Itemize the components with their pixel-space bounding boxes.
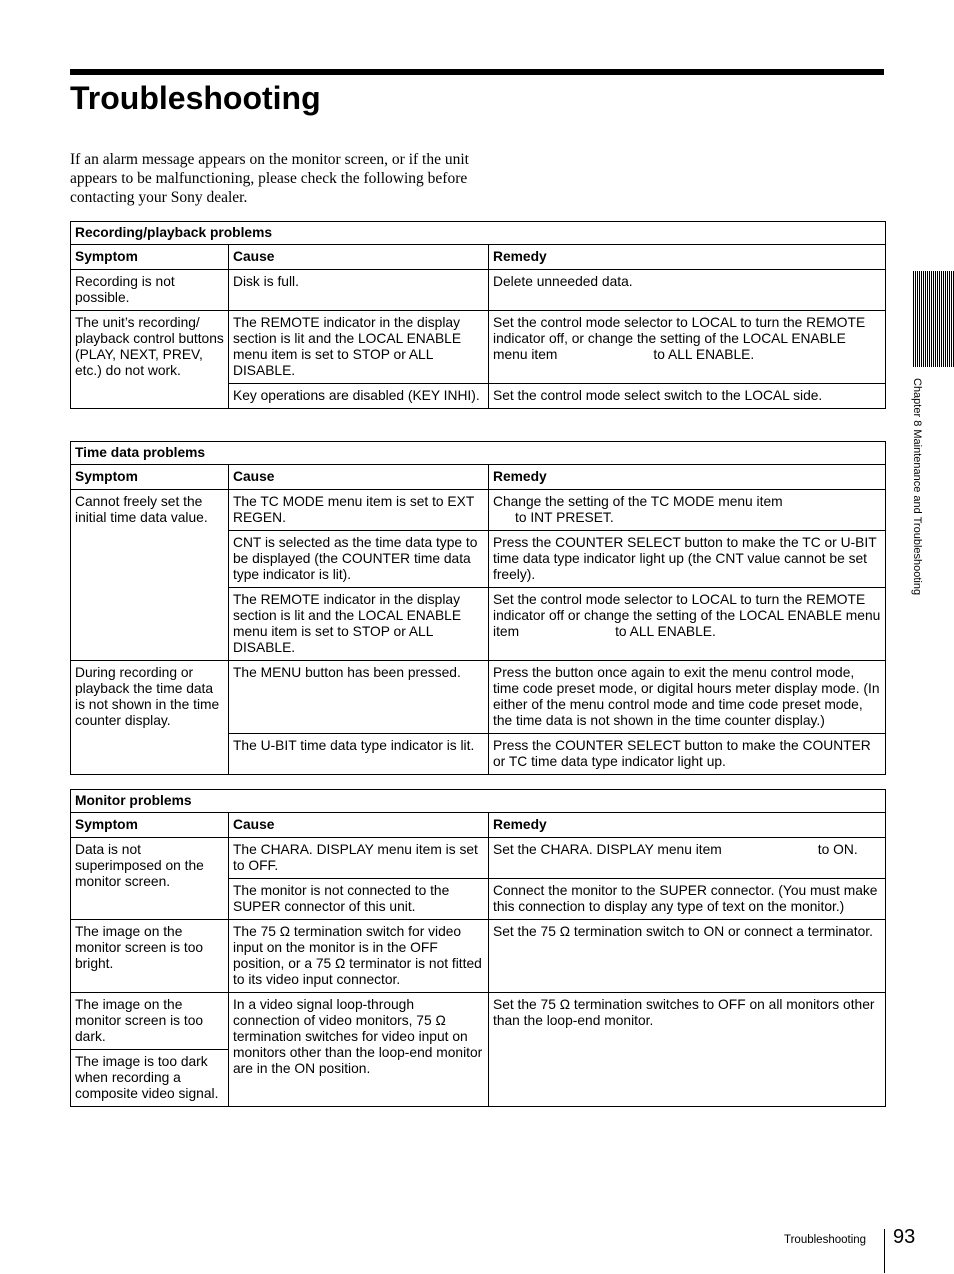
table-row (71, 838, 886, 879)
remedy-cell (489, 588, 886, 661)
header-remedy: Remedy (489, 813, 886, 838)
remedy-text: Change the setting of the TC MODE menu item (493, 494, 783, 509)
remedy-text: to ON. (817, 842, 858, 857)
cause-cell: In a video signal loop-through connection of video monitors, 75 Ω termination switches for video input on monitors other than the loop-end monitor are in the ON position. (229, 993, 489, 1107)
remedy-cell: Delete unneeded data. (489, 270, 886, 311)
cause-cell: The REMOTE indicator in the display section is lit and the LOCAL ENABLE menu item is set to STOP or ALL DISABLE. (229, 311, 489, 384)
remedy-cell (489, 311, 886, 384)
remedy-cell: Connect the monitor to the SUPER connector. (You must make this connection to display any type of text on the monitor.) (489, 879, 886, 920)
remedy-cell: Press the COUNTER SELECT button to make the TC or U-BIT time data type indicator light up (the CNT value cannot be set freely). (489, 531, 886, 588)
footer-divider (884, 1229, 885, 1273)
table-row (71, 270, 886, 311)
symptom-cell: The image on the monitor screen is too bright. (71, 920, 229, 993)
remedy-cell (489, 838, 886, 879)
remedy-cell: Set the control mode select switch to the LOCAL side. (489, 384, 886, 409)
cause-cell: The REMOTE indicator in the display section is lit and the LOCAL ENABLE menu item is set to STOP or ALL DISABLE. (229, 588, 489, 661)
remedy-text: Set the control mode selector to LOCAL to turn the REMOTE indicator off, or change the setting of the LOCAL ENABLE menu item (493, 315, 866, 362)
cause-cell: CNT is selected as the time data type to be displayed (the COUNTER time data type indicator is lit). (229, 531, 489, 588)
table-row (71, 993, 886, 1050)
intro-paragraph: If an alarm message appears on the monitor screen, or if the unit appears to be malfunctioning, please check the following before contacting your Sony dealer. (70, 151, 469, 206)
cause-cell: The TC MODE menu item is set to EXT REGEN. (229, 490, 489, 531)
table-row (71, 490, 886, 531)
remedy-cell: Set the 75 Ω termination switch to ON or connect a terminator. (489, 920, 886, 993)
table-row (71, 661, 886, 734)
table-title: Recording/playback problems (71, 222, 886, 245)
header-cause: Cause (229, 813, 489, 838)
cause-cell: Disk is full. (229, 270, 489, 311)
header-symptom: Symptom (71, 465, 229, 490)
table-title: Time data problems (71, 442, 886, 465)
footer-section-label: Troubleshooting (784, 1234, 867, 1246)
header-remedy: Remedy (489, 245, 886, 270)
remedy-text: Set the CHARA. DISPLAY menu item (493, 842, 722, 857)
table-row (71, 311, 886, 384)
header-cause: Cause (229, 465, 489, 490)
table-row (71, 920, 886, 993)
page-number: 93 (893, 1226, 916, 1248)
header-cause: Cause (229, 245, 489, 270)
symptom-cell: The image on the monitor screen is too dark. (71, 993, 229, 1050)
symptom-cell: During recording or playback the time data is not shown in the time counter display. (71, 661, 229, 775)
remedy-cell: Press the COUNTER SELECT button to make the COUNTER or TC time data type indicator light up. (489, 734, 886, 775)
top-rule (70, 69, 884, 75)
time-data-problems-table (70, 441, 886, 775)
page-title: Troubleshooting (70, 80, 321, 116)
remedy-text: to INT PRESET. (515, 510, 614, 525)
recording-problems-table (70, 221, 886, 409)
symptom-cell: The unit’s recording/ playback control buttons (PLAY, NEXT, PREV, etc.) do not work. (71, 311, 229, 409)
remedy-text: to ALL ENABLE. (615, 624, 716, 639)
symptom-cell: Cannot freely set the initial time data value. (71, 490, 229, 661)
cause-cell: The U-BIT time data type indicator is lit. (229, 734, 489, 775)
remedy-cell: Press the button once again to exit the menu control mode, time code preset mode, or digital hours meter display mode. (In either of the menu control mode and time code preset mode, the time data is not shown in the time counter display.) (489, 661, 886, 734)
cause-cell: Key operations are disabled (KEY INHI). (229, 384, 489, 409)
table-title: Monitor problems (71, 790, 886, 813)
remedy-text: Set the control mode selector to LOCAL to turn the REMOTE indicator off or change the setting of the LOCAL ENABLE menu item (493, 592, 881, 639)
remedy-cell (489, 490, 886, 531)
cause-cell: The CHARA. DISPLAY menu item is set to OFF. (229, 838, 489, 879)
monitor-problems-table (70, 789, 886, 1107)
remedy-cell: Set the 75 Ω termination switches to OFF on all monitors other than the loop-end monitor. (489, 993, 886, 1107)
symptom-cell: Recording is not possible. (71, 270, 229, 311)
remedy-text: to ALL ENABLE. (653, 347, 755, 362)
header-symptom: Symptom (71, 245, 229, 270)
chapter-tab-bars (913, 271, 954, 367)
header-symptom: Symptom (71, 813, 229, 838)
cause-cell: The monitor is not connected to the SUPER connector of this unit. (229, 879, 489, 920)
cause-cell: The MENU button has been pressed. (229, 661, 489, 734)
cause-cell: The 75 Ω termination switch for video input on the monitor is in the OFF position, or a 75 Ω terminator is not fitted to its video input connector. (229, 920, 489, 993)
header-remedy: Remedy (489, 465, 886, 490)
symptom-cell: The image is too dark when recording a composite video signal. (71, 1050, 229, 1107)
chapter-side-label: Chapter 8 Maintenance and Troubleshooting (911, 378, 923, 596)
symptom-cell: Data is not superimposed on the monitor screen. (71, 838, 229, 920)
